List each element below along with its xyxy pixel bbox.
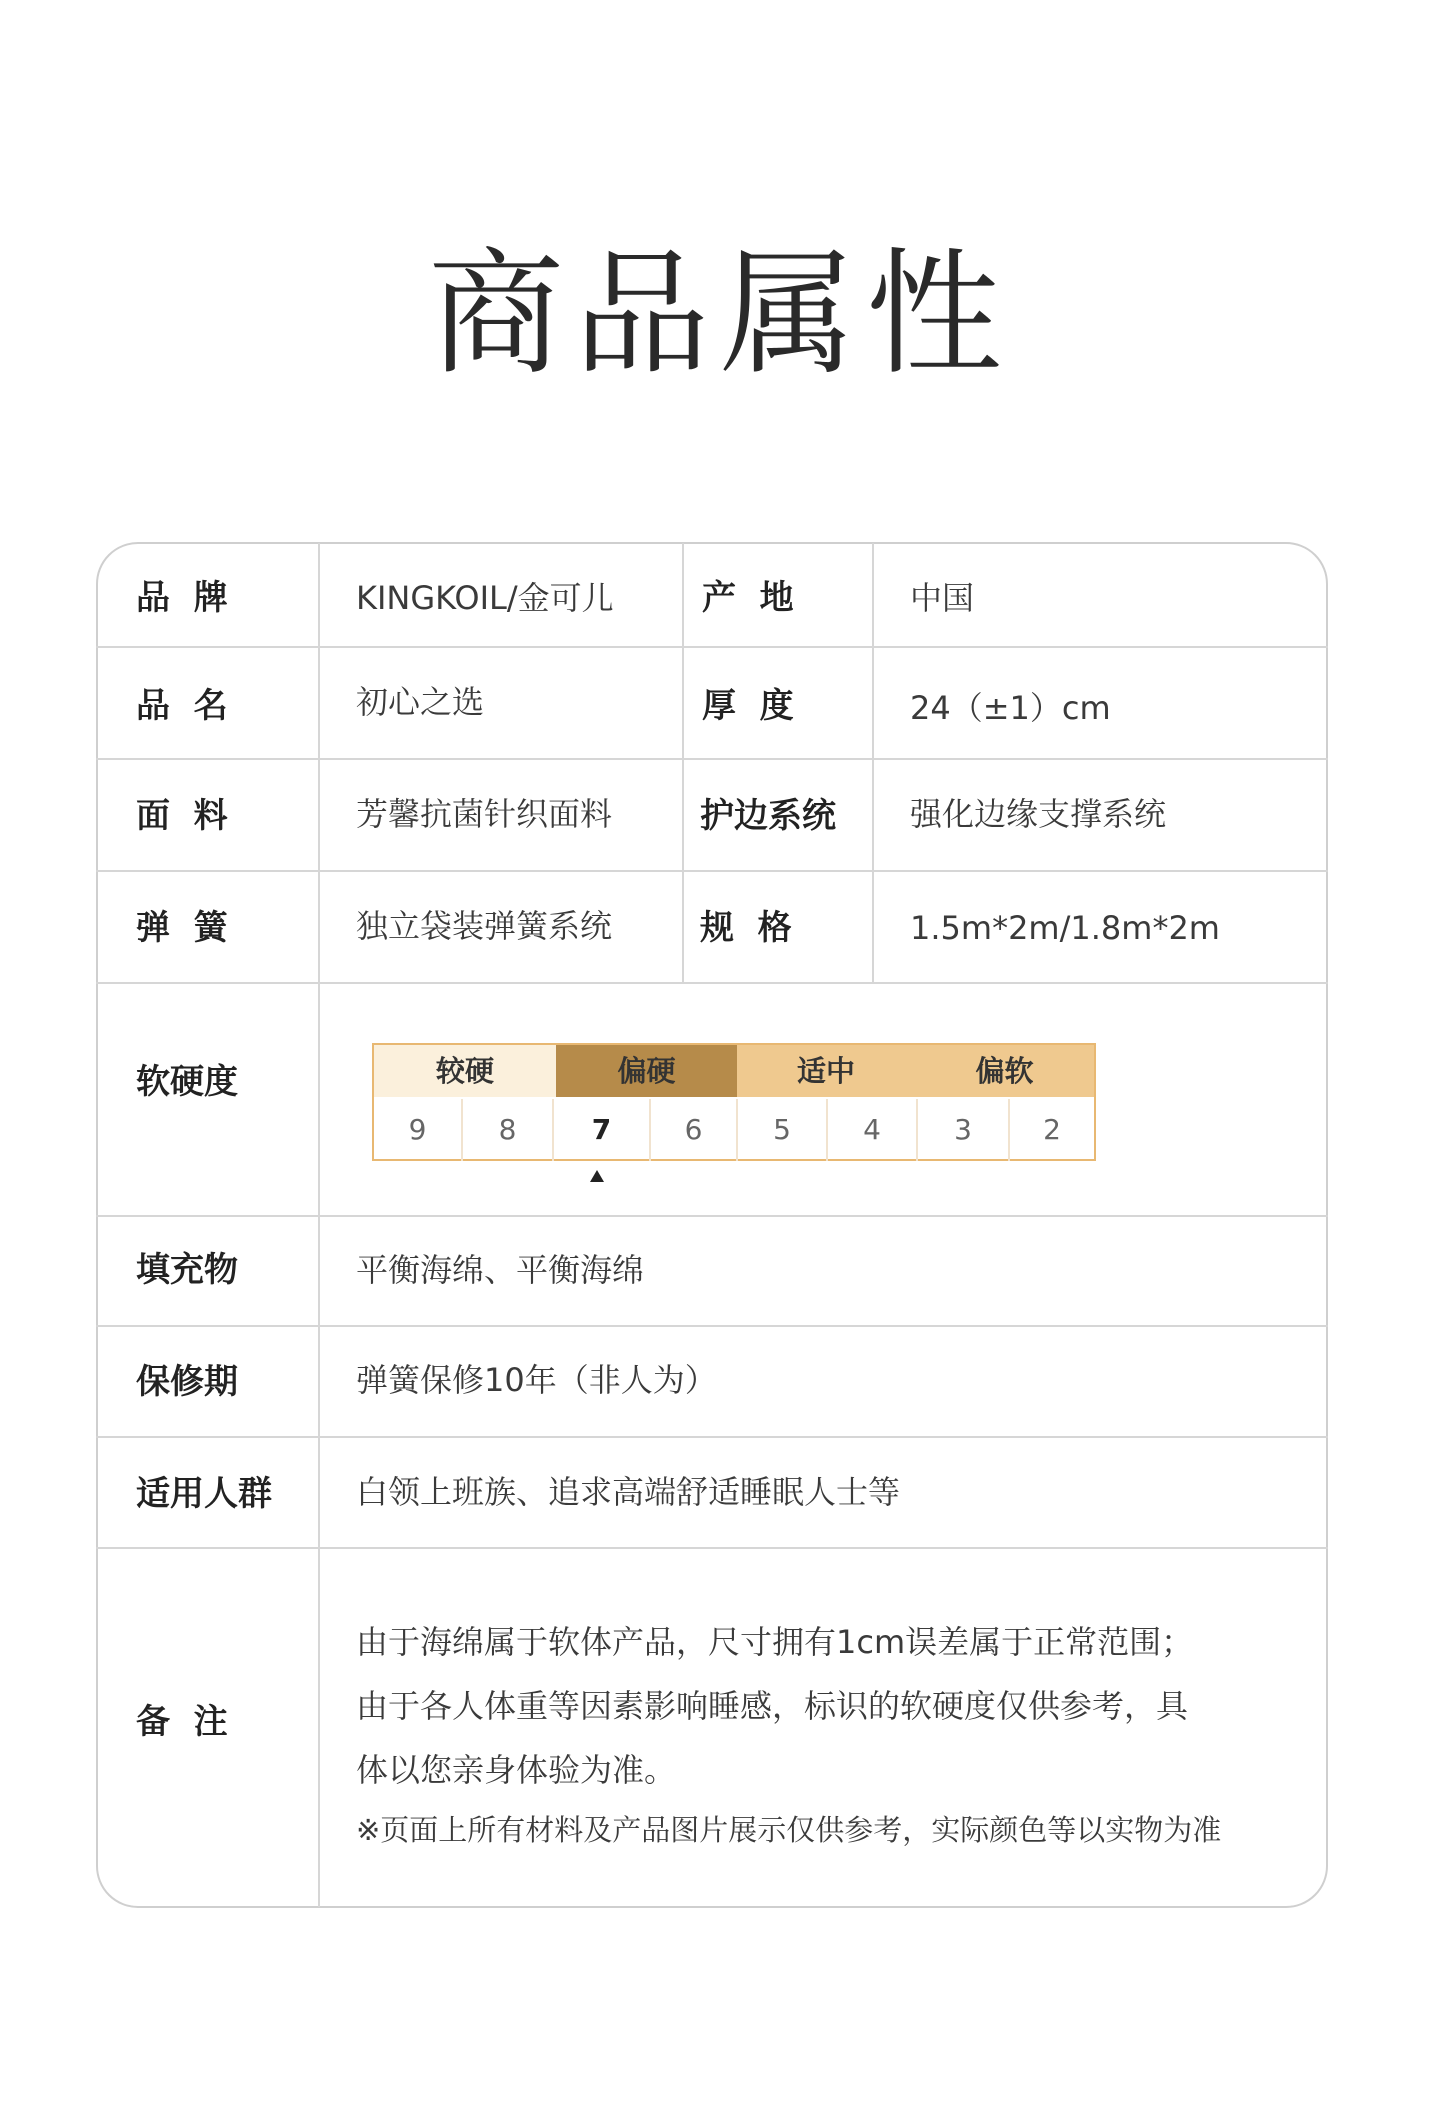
edge-system-label: 护边系统 bbox=[700, 796, 836, 836]
firmness-category-firm: 较硬 bbox=[374, 1045, 556, 1097]
column-divider bbox=[318, 543, 320, 1907]
row-divider bbox=[96, 1215, 1328, 1217]
column-divider bbox=[682, 543, 684, 983]
column-divider bbox=[872, 543, 874, 983]
brand-value: KINGKOIL/金可儿 bbox=[356, 579, 614, 617]
audience-value: 白领上班族、追求高端舒适睡眠人士等 bbox=[356, 1473, 901, 1511]
firmness-number-selected: 7 bbox=[554, 1099, 651, 1161]
firmness-number: 4 bbox=[828, 1099, 918, 1161]
spring-value: 独立袋装弹簧系统 bbox=[356, 907, 613, 945]
firmness-number: 3 bbox=[918, 1099, 1010, 1161]
firmness-number: 5 bbox=[738, 1099, 828, 1161]
row-divider bbox=[96, 982, 1328, 984]
row-divider bbox=[96, 1436, 1328, 1438]
firmness-number: 8 bbox=[463, 1099, 554, 1161]
filling-label: 填充物 bbox=[136, 1250, 238, 1290]
page-title: 商品属性 bbox=[428, 236, 1012, 394]
remarks-line: 由于海绵属于软体产品，尺寸拥有1cm误差属于正常范围； bbox=[356, 1623, 1194, 1661]
audience-label: 适用人群 bbox=[136, 1474, 272, 1514]
thickness-value: 24（±1）cm bbox=[910, 689, 1111, 727]
firmness-category-slightly-soft: 偏软 bbox=[915, 1045, 1094, 1097]
firmness-number: 6 bbox=[651, 1099, 738, 1161]
selected-pointer-icon bbox=[590, 1170, 604, 1182]
firmness-label: 软硬度 bbox=[136, 1062, 238, 1102]
brand-label: 品 牌 bbox=[136, 578, 228, 618]
spring-label: 弹 簧 bbox=[136, 908, 228, 948]
firmness-number: 9 bbox=[374, 1099, 463, 1161]
fabric-value: 芳馨抗菌针织面料 bbox=[356, 795, 613, 833]
row-divider bbox=[96, 646, 1328, 648]
row-divider bbox=[96, 1547, 1328, 1549]
row-divider bbox=[96, 870, 1328, 872]
thickness-label: 厚 度 bbox=[702, 686, 794, 726]
warranty-label: 保修期 bbox=[136, 1362, 238, 1402]
firmness-category-medium: 适中 bbox=[737, 1045, 915, 1097]
row-divider bbox=[96, 1325, 1328, 1327]
row-divider bbox=[96, 758, 1328, 760]
filling-value: 平衡海绵、平衡海绵 bbox=[356, 1251, 645, 1289]
firmness-category-slightly-firm: 偏硬 bbox=[556, 1045, 737, 1097]
origin-value: 中国 bbox=[910, 579, 975, 617]
origin-label: 产 地 bbox=[702, 578, 794, 618]
firmness-scale bbox=[372, 1043, 1096, 1161]
size-value: 1.5m*2m/1.8m*2m bbox=[910, 909, 1220, 947]
remarks-line: 体以您亲身体验为准。 bbox=[356, 1751, 677, 1789]
remarks-label: 备 注 bbox=[136, 1702, 228, 1742]
size-label: 规 格 bbox=[700, 908, 792, 948]
remarks-text bbox=[356, 1610, 1316, 1858]
product-name-value: 初心之选 bbox=[356, 683, 485, 721]
fabric-label: 面 料 bbox=[136, 796, 228, 836]
edge-system-value: 强化边缘支撑系统 bbox=[910, 795, 1167, 833]
product-name-label: 品 名 bbox=[136, 686, 228, 726]
warranty-value: 弹簧保修10年（非人为） bbox=[356, 1361, 717, 1399]
remarks-line: 由于各人体重等因素影响睡感，标识的软硬度仅供参考，具 bbox=[356, 1687, 1189, 1725]
disclaimer-line: ※页面上所有材料及产品图片展示仅供参考，实际颜色等以实物为准 bbox=[356, 1813, 1222, 1847]
firmness-number: 2 bbox=[1043, 1113, 1061, 1146]
